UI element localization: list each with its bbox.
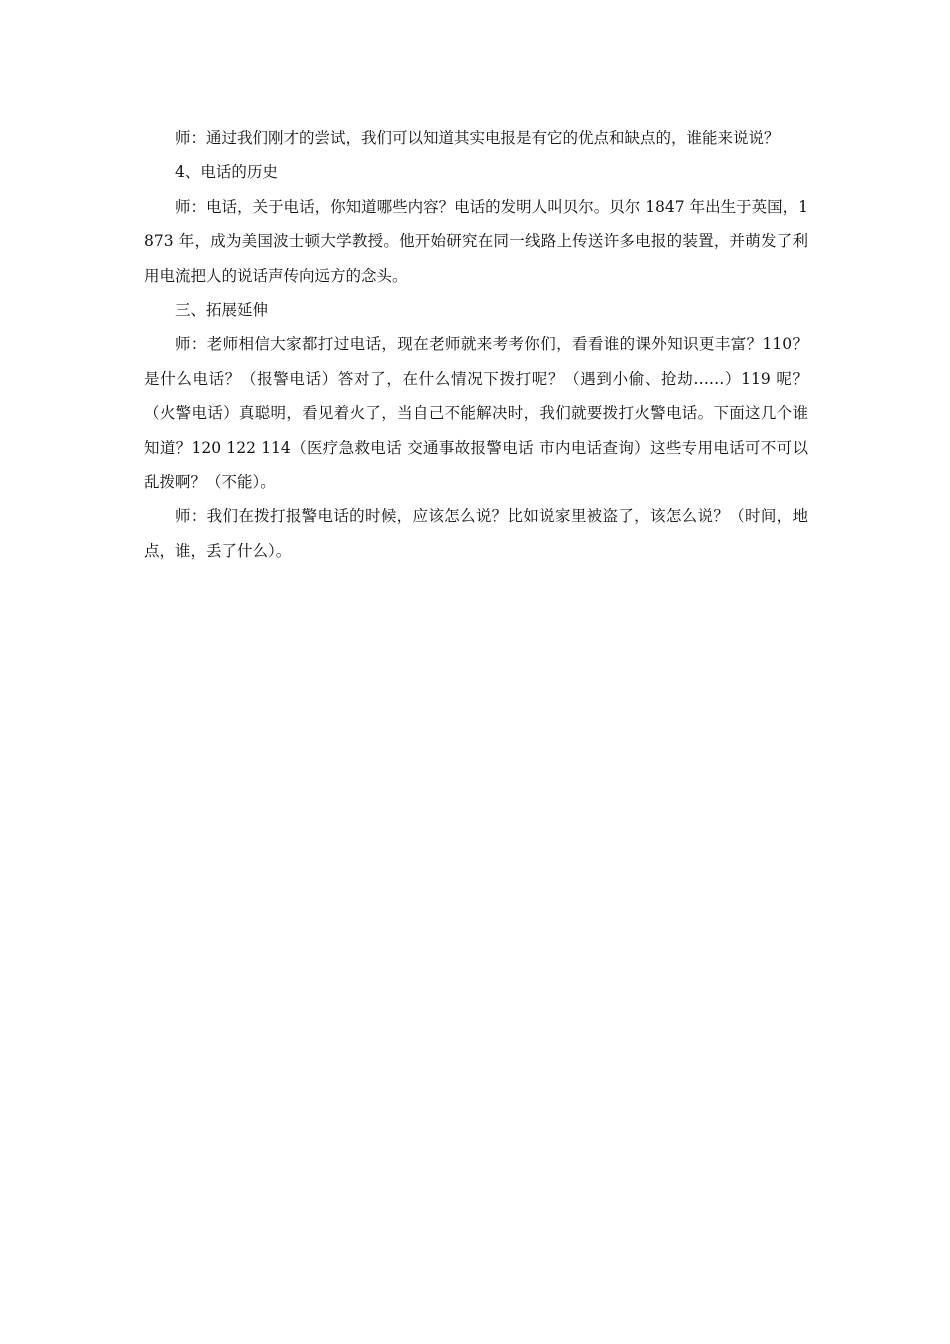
section-heading-extension: 三、拓展延伸 bbox=[175, 301, 269, 320]
paragraph-emergency-numbers: 师：老师相信大家都打过电话，现在老师就来考考你们，看看谁的课外知识更丰富？110？是什么电话？（报警电话）答对了，在什么情况下拨打呢？（遇到小偷、抢劫……）119 呢？（火警电话）真聪明，看见着火了，当自己不能解决时，我们就要拨打火警电话。下面这几个谁知道？120 122 114（医疗急救电话 交通事故报警电话 市内电话查询）这些专用电话可不可以乱拨啊？（不能）。 bbox=[144, 335, 808, 492]
section-heading-telephone-history: 4、电话的历史 bbox=[175, 163, 278, 182]
document-body bbox=[144, 121, 808, 568]
paragraph-how-to-report: 师：我们在拨打报警电话的时候，应该怎么说？比如说家里被盗了，该怎么说？（时间，地点，谁，丢了什么）。 bbox=[144, 507, 808, 560]
paragraph-telegraph-pros-cons: 师：通过我们刚才的尝试，我们可以知道其实电报是有它的优点和缺点的，谁能来说说？ bbox=[175, 129, 780, 147]
paragraph-telephone-bell: 师：电话，关于电话，你知道哪些内容？电话的发明人叫贝尔。贝尔 1847 年出生于英国，1873 年，成为美国波士顿大学教授。他开始研究在同一线路上传送许多电报的装置，并萌发了利用电流把人的说话声传向远方的念头。 bbox=[144, 197, 808, 285]
